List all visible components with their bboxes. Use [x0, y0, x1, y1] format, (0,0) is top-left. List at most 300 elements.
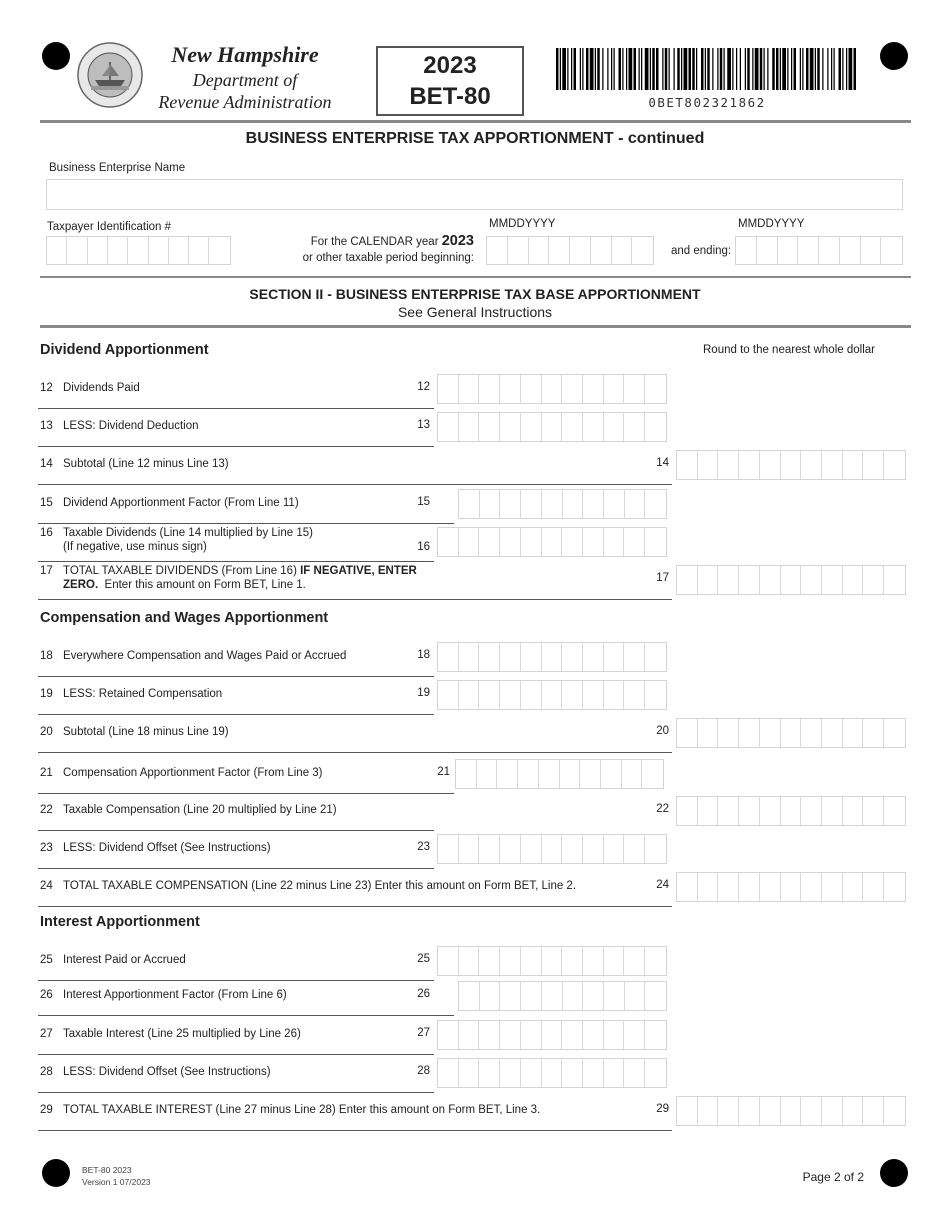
barcode-bar: [776, 48, 779, 90]
barcode-bar: [831, 48, 832, 90]
line-26-ref: 26: [417, 988, 430, 1000]
line-28-num: 28: [40, 1066, 53, 1078]
digit-cell: [624, 835, 645, 863]
digit-cell: [843, 873, 864, 901]
line-24-amount[interactable]: [676, 872, 906, 902]
digit-cell: [459, 681, 480, 709]
digit-cell: [539, 760, 560, 788]
digit-cell: [479, 1021, 500, 1049]
calendar-prefix: For the CALENDAR year: [310, 236, 439, 248]
digit-cell: [698, 719, 719, 747]
barcode-bar: [622, 48, 623, 90]
digit-cell: [863, 451, 884, 479]
line-17-text-bold: IF NEGATIVE, ENTER: [300, 565, 417, 577]
form-title: BUSINESS ENTERPRISE TAX APPORTIONMENT - continued: [245, 130, 705, 147]
barcode-bar: [602, 48, 603, 90]
digit-cell: [604, 835, 625, 863]
digit-cell: [677, 719, 698, 747]
calendar-year-text: [250, 233, 474, 249]
barcode-bar: [760, 48, 763, 90]
barcode-bar: [595, 48, 596, 90]
digit-cell: [583, 413, 604, 441]
barcode-bar: [669, 48, 670, 90]
barcode-bar: [590, 48, 594, 90]
digit-cell: [781, 797, 802, 825]
digit-cell: [604, 1021, 625, 1049]
line-20-underline: [38, 752, 672, 753]
digit-cell: [521, 490, 542, 518]
digit-cell: [479, 528, 500, 556]
digit-cell: [863, 797, 884, 825]
digit-cell: [500, 1021, 521, 1049]
barcode-bar: [849, 48, 853, 90]
digit-cell: [521, 375, 542, 403]
digit-cell: [438, 1021, 459, 1049]
line-24-ref: 24: [656, 879, 669, 891]
line-22-label: [40, 803, 337, 817]
digit-cell: [604, 982, 625, 1010]
barcode-bar: [567, 48, 568, 90]
digit-cell: [479, 1059, 500, 1087]
tin-label: Taxpayer Identification #: [47, 221, 172, 233]
digit-cell: [801, 566, 822, 594]
digit-cell: [624, 643, 645, 671]
digit-cell: [645, 947, 666, 975]
digit-cell: [479, 643, 500, 671]
digit-cell: [583, 375, 604, 403]
digit-cell: [542, 643, 563, 671]
digit-cell: [480, 490, 501, 518]
digit-cell: [739, 797, 760, 825]
digit-cell: [542, 413, 563, 441]
digit-cell: [563, 982, 584, 1010]
digit-cell: [500, 982, 521, 1010]
digit-cell: [645, 375, 666, 403]
form-year: 2023: [423, 52, 477, 79]
digit-cell: [479, 375, 500, 403]
line-27-num: 27: [40, 1028, 53, 1040]
line-20-text: Subtotal (Line 18 minus Line 19): [63, 726, 229, 738]
barcode-bar: [696, 48, 697, 90]
digit-cell: [718, 719, 739, 747]
digit-cell: [624, 413, 645, 441]
digit-cell: [718, 566, 739, 594]
line-17-num: 17: [40, 565, 53, 577]
line-17-amount[interactable]: [676, 565, 906, 595]
digit-cell: [542, 947, 563, 975]
footer-page: Page 2 of 2: [802, 1170, 864, 1184]
barcode-bar: [827, 48, 828, 90]
digit-cell: [560, 760, 581, 788]
line-29-text: TOTAL TAXABLE INTEREST (Line 27 minus Line 28) Enter this amount on Form BET, Line 3.: [63, 1104, 541, 1116]
digit-cell: [801, 797, 822, 825]
digit-cell: [884, 719, 905, 747]
digit-cell: [781, 451, 802, 479]
digit-cell: [583, 643, 604, 671]
line-16-text: Taxable Dividends (Line 14 multiplied by Line 15): [63, 527, 313, 539]
digit-cell: [562, 375, 583, 403]
line-19-underline: [38, 714, 434, 715]
line-16-text-2: (If negative, use minus sign): [63, 541, 207, 553]
digit-cell: [500, 413, 521, 441]
line-16-amount[interactable]: [437, 527, 667, 557]
line-21-num: 21: [40, 767, 53, 779]
line-19-ref: 19: [417, 687, 430, 699]
barcode-bar: [839, 48, 842, 90]
digit-cell: [500, 1059, 521, 1087]
begin-date-field[interactable]: [486, 236, 654, 265]
barcode-bar: [755, 48, 759, 90]
digit-cell: [583, 1021, 604, 1049]
line-15-num: 15: [40, 497, 53, 509]
digit-cell: [456, 760, 477, 788]
line-23-num: 23: [40, 842, 53, 854]
line-25-text: Interest Paid or Accrued: [63, 954, 186, 966]
digit-cell: [601, 760, 622, 788]
round-note: Round to the nearest whole dollar: [703, 344, 875, 356]
line-16-num: 16: [40, 527, 53, 539]
line-12-num: 12: [40, 382, 53, 394]
tin-field[interactable]: [46, 236, 231, 265]
barcode-bar: [571, 48, 572, 90]
barcode-bar: [652, 48, 655, 90]
digit-cell: [698, 873, 719, 901]
digit-cell: [521, 982, 542, 1010]
line-19-text: LESS: Retained Compensation: [63, 688, 223, 700]
digit-cell: [500, 375, 521, 403]
calendar-year: 2023: [441, 233, 474, 249]
barcode-bar: [745, 48, 746, 90]
barcode-bar: [854, 48, 857, 90]
line-26-text: Interest Apportionment Factor (From Line 6): [63, 989, 287, 1001]
barcode-bar: [574, 48, 577, 90]
digit-cell: [677, 1097, 698, 1125]
digit-cell: [781, 719, 802, 747]
digit-cell: [542, 528, 563, 556]
line-18-num: 18: [40, 650, 53, 662]
digit-cell: [562, 947, 583, 975]
digit-cell: [739, 451, 760, 479]
digit-cell: [542, 490, 563, 518]
digit-cell: [459, 490, 480, 518]
line-15-underline: [38, 523, 454, 524]
digit-cell: [521, 947, 542, 975]
digit-cell: [698, 797, 719, 825]
barcode-bar: [681, 48, 682, 90]
digit-cell: [624, 947, 645, 975]
line-14-label: [40, 457, 229, 471]
digit-cell: [542, 1059, 563, 1087]
line-25-label: [40, 953, 186, 967]
form-id: BET-80: [409, 83, 491, 110]
compensation-heading: Compensation and Wages Apportionment: [40, 610, 329, 626]
digit-cell: [604, 947, 625, 975]
barcode-bar: [800, 48, 801, 90]
digit-cell: [843, 566, 864, 594]
registration-mark-bottom-left: [42, 1159, 70, 1187]
digit-cell: [438, 643, 459, 671]
line-23-text: LESS: Dividend Offset (See Instructions): [63, 842, 271, 854]
digit-cell: [698, 566, 719, 594]
line-28-ref: 28: [417, 1065, 430, 1077]
barcode-bar: [692, 48, 695, 90]
line-23-underline: [38, 868, 434, 869]
digit-cell: [622, 760, 643, 788]
digit-cell: [604, 528, 625, 556]
digit-cell: [760, 719, 781, 747]
digit-cell: [604, 643, 625, 671]
barcode-bar: [614, 48, 615, 90]
line-21-amount[interactable]: [455, 759, 664, 789]
digit-cell: [625, 490, 646, 518]
barcode-bar: [772, 48, 775, 90]
line-29-underline: [38, 1130, 672, 1131]
line-26-amount[interactable]: [458, 981, 667, 1011]
digit-cell: [562, 835, 583, 863]
footer-version: Version 1 07/2023: [82, 1177, 151, 1187]
line-22-ref: 22: [656, 803, 669, 815]
ending-label: and ending:: [671, 245, 732, 257]
digit-cell: [624, 1021, 645, 1049]
digit-cell: [863, 1097, 884, 1125]
line-12-underline: [38, 408, 434, 409]
digit-cell: [760, 451, 781, 479]
barcode-bar: [727, 48, 731, 90]
line-28-label: [40, 1065, 271, 1079]
line-28-amount[interactable]: [437, 1058, 667, 1088]
digit-cell: [645, 490, 666, 518]
digit-cell: [459, 643, 480, 671]
line-15-amount[interactable]: [458, 489, 667, 519]
line-19-amount[interactable]: [437, 680, 667, 710]
line-14-ref: 14: [656, 457, 669, 469]
line-22-amount[interactable]: [676, 796, 906, 826]
line-25-num: 25: [40, 954, 53, 966]
digit-cell: [843, 1097, 864, 1125]
digit-cell: [718, 1097, 739, 1125]
barcode-bar: [712, 48, 713, 90]
barcode-bar: [626, 48, 627, 90]
digit-cell: [624, 1059, 645, 1087]
digit-cell: [583, 681, 604, 709]
digit-cell: [542, 1021, 563, 1049]
barcode-bar: [586, 48, 589, 90]
barcode-bar: [740, 48, 741, 90]
digit-cell: [884, 873, 905, 901]
digit-cell: [459, 947, 480, 975]
line-20-num: 20: [40, 726, 53, 738]
digit-cell: [698, 1097, 719, 1125]
line-13-ref: 13: [417, 419, 430, 431]
line-23-amount[interactable]: [437, 834, 667, 864]
digit-cell: [562, 1059, 583, 1087]
barcode-bar: [580, 48, 581, 90]
digit-cell: [822, 1097, 843, 1125]
barcode-bar: [842, 48, 843, 90]
digit-cell: [459, 375, 480, 403]
digit-cell: [645, 982, 666, 1010]
digit-cell: [479, 835, 500, 863]
barcode-bar: [629, 48, 633, 90]
line-22-num: 22: [40, 804, 53, 816]
line-18-underline: [38, 676, 434, 677]
barcode-bar: [645, 48, 649, 90]
digit-cell: [479, 947, 500, 975]
digit-cell: [604, 413, 625, 441]
end-date-field[interactable]: [735, 236, 903, 265]
digit-cell: [645, 528, 666, 556]
line-18-amount[interactable]: [437, 642, 667, 672]
barcode-bar: [619, 48, 622, 90]
digit-cell: [438, 1059, 459, 1087]
barcode-bar: [674, 48, 675, 90]
digit-cell: [625, 982, 646, 1010]
barcode-bar: [707, 48, 710, 90]
line-27-label: [40, 1027, 301, 1041]
line-21-ref: 21: [437, 766, 450, 778]
digit-cell: [459, 835, 480, 863]
digit-cell: [604, 375, 625, 403]
digit-cell: [781, 566, 802, 594]
digit-cell: [863, 566, 884, 594]
barcode-bar: [662, 48, 663, 90]
section-rule-bottom: [40, 325, 911, 328]
digit-cell: [521, 413, 542, 441]
period-beginning-label: or other taxable period beginning:: [302, 252, 474, 264]
digit-cell: [583, 528, 604, 556]
digit-cell: [521, 1021, 542, 1049]
digit-cell: [843, 797, 864, 825]
line-24-underline: [38, 906, 672, 907]
line-25-underline: [38, 980, 434, 981]
line-20-label: [40, 725, 229, 739]
line-21-text: Compensation Apportionment Factor (From Line 3): [63, 767, 323, 779]
registration-mark-top-right: [880, 42, 908, 70]
line-22-underline: [38, 830, 434, 831]
barcode-bar: [665, 48, 668, 90]
digit-cell: [822, 566, 843, 594]
digit-cell: [760, 873, 781, 901]
barcode-bar: [560, 48, 561, 90]
digit-cell: [822, 451, 843, 479]
digit-cell: [521, 835, 542, 863]
line-26-underline: [38, 1015, 454, 1016]
digit-cell: [438, 528, 459, 556]
line-29-amount[interactable]: [676, 1096, 906, 1126]
line-29-ref: 29: [656, 1103, 669, 1115]
digit-cell: [521, 1059, 542, 1087]
digit-cell: [645, 643, 666, 671]
agency-line-2: Revenue Administration: [158, 92, 332, 112]
digit-cell: [500, 643, 521, 671]
line-25-ref: 25: [417, 953, 430, 965]
digit-cell: [583, 490, 604, 518]
header-rule: [40, 120, 911, 123]
line-18-text: Everywhere Compensation and Wages Paid or Accrued: [63, 650, 347, 662]
digit-cell: [604, 1059, 625, 1087]
line-21-underline: [38, 793, 454, 794]
digit-cell: [645, 1021, 666, 1049]
digit-cell: [459, 413, 480, 441]
digit-cell: [645, 835, 666, 863]
registration-mark-bottom-right: [880, 1159, 908, 1187]
line-21-label: [40, 766, 323, 780]
barcode-bar: [701, 48, 704, 90]
digit-cell: [645, 413, 666, 441]
form-id-box: [376, 46, 524, 116]
digit-cell: [698, 451, 719, 479]
interest-heading: Interest Apportionment: [40, 914, 200, 930]
line-14-amount[interactable]: [676, 450, 906, 480]
line-12-text: Dividends Paid: [63, 382, 140, 394]
digit-cell: [583, 947, 604, 975]
digit-cell: [801, 451, 822, 479]
barcode-bar: [582, 48, 583, 90]
barcode-bar: [780, 48, 781, 90]
line-16-label: [40, 526, 313, 554]
digit-cell: [521, 643, 542, 671]
digit-cell: [884, 1097, 905, 1125]
barcode-bar: [597, 48, 600, 90]
line-12-amount[interactable]: [437, 374, 667, 404]
digit-cell: [760, 566, 781, 594]
digit-cell: [884, 451, 905, 479]
digit-cell: [645, 681, 666, 709]
digit-cell: [718, 873, 739, 901]
line-13-text: LESS: Dividend Deduction: [63, 420, 199, 432]
line-20-amount[interactable]: [676, 718, 906, 748]
digit-cell: [822, 797, 843, 825]
digit-cell: [438, 835, 459, 863]
barcode-bar: [791, 48, 792, 90]
digit-cell: [459, 528, 480, 556]
line-16-ref: 16: [417, 541, 430, 553]
digit-cell: [480, 982, 501, 1010]
digit-cell: [884, 566, 905, 594]
digit-cell: [521, 681, 542, 709]
barcode-bar: [562, 48, 566, 90]
barcode-bar: [684, 48, 688, 90]
line-13-amount[interactable]: [437, 412, 667, 442]
line-17-text: TOTAL TAXABLE DIVIDENDS (From Line 16): [63, 565, 297, 577]
barcode-bar: [822, 48, 823, 90]
line-25-amount[interactable]: [437, 946, 667, 976]
line-17-underline: [38, 599, 672, 600]
business-name-field[interactable]: [46, 179, 903, 210]
digit-cell: [479, 681, 500, 709]
digit-cell: [739, 1097, 760, 1125]
line-27-underline: [38, 1054, 434, 1055]
digit-cell: [718, 797, 739, 825]
digit-cell: [863, 719, 884, 747]
line-14-underline: [38, 484, 672, 485]
digit-cell: [459, 1021, 480, 1049]
digit-cell: [822, 873, 843, 901]
digit-cell: [863, 873, 884, 901]
digit-cell: [718, 451, 739, 479]
digit-cell: [500, 835, 521, 863]
line-27-amount[interactable]: [437, 1020, 667, 1050]
agency-name: New Hampshire: [171, 42, 319, 67]
digit-cell: [884, 797, 905, 825]
digit-cell: [438, 375, 459, 403]
barcode-bar: [677, 48, 680, 90]
line-12-ref: 12: [417, 381, 430, 393]
digit-cell: [542, 982, 563, 1010]
digit-cell: [677, 451, 698, 479]
digit-cell: [500, 681, 521, 709]
barcode-bar: [817, 48, 820, 90]
